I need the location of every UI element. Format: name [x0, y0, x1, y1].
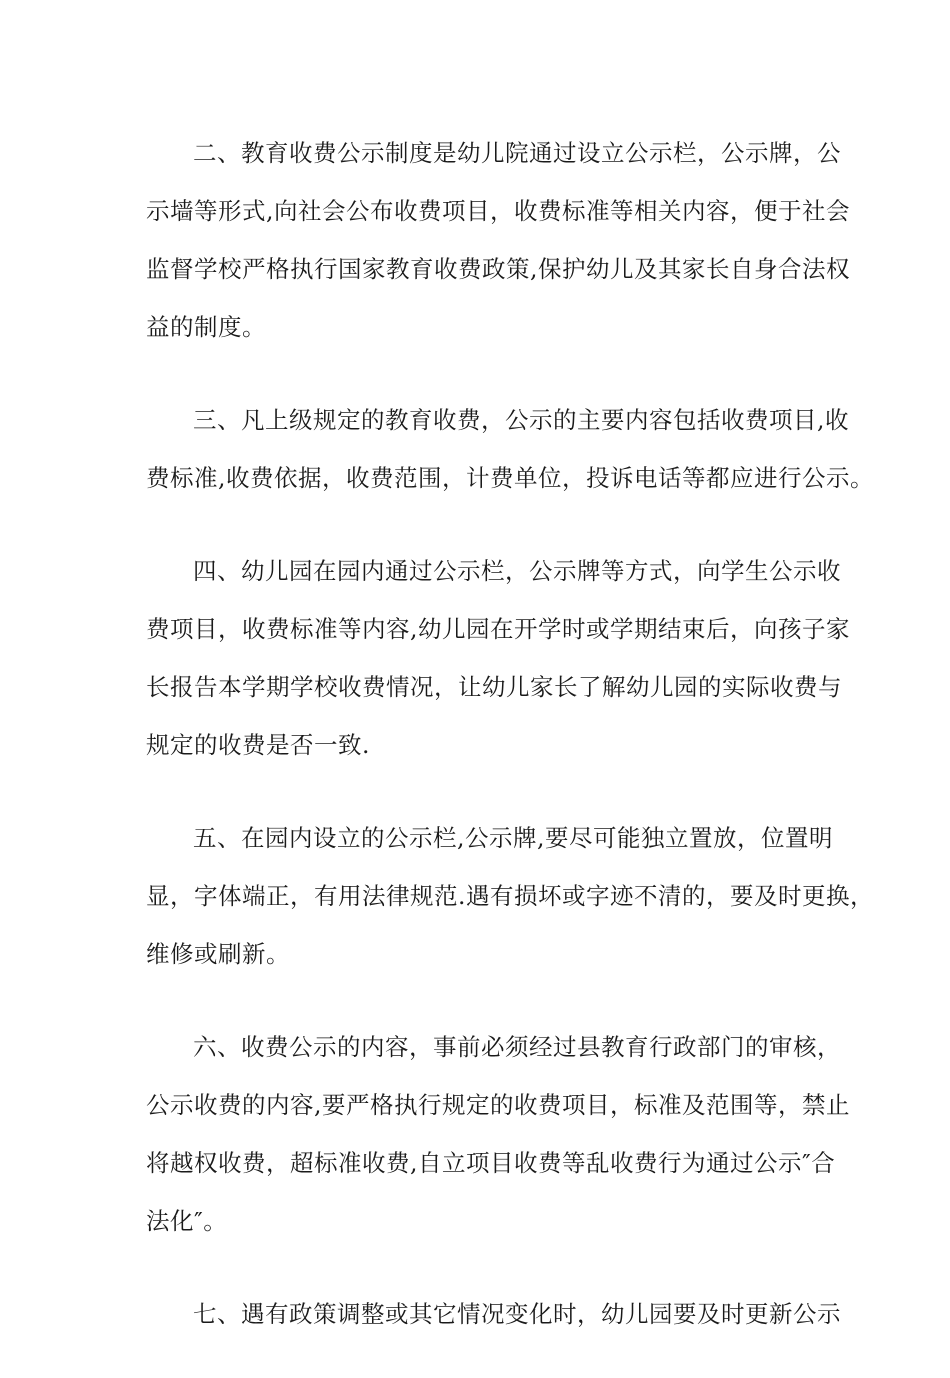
paragraph-4 [146, 542, 850, 774]
text-line: 四、幼儿园在园内通过公示栏，公示牌等方式，向学生公示收 [193, 557, 841, 585]
text-line: 益的制度。 [146, 313, 266, 341]
text-line: 五、在园内设立的公示栏,公示牌,要尽可能独立置放，位置明 [193, 824, 833, 852]
text-line: 公示收费的内容,要严格执行规定的收费项目，标准及范围等，禁止 [146, 1091, 850, 1119]
text-line: 监督学校严格执行国家教育收费政策,保护幼儿及其家长自身合法权 [146, 255, 850, 283]
text-line: 七、遇有政策调整或其它情况变化时，幼儿园要及时更新公示 [193, 1300, 841, 1328]
text-line: 二、教育收费公示制度是幼儿院通过设立公示栏，公示牌，公 [193, 139, 841, 167]
text-line: 显，字体端正，有用法律规范.遇有损坏或字迹不清的，要及时更换， [146, 882, 874, 910]
text-line: 费项目，收费标准等内容,幼儿园在开学时或学期结束后，向孩子家 [146, 615, 850, 643]
text-line: 长报告本学期学校收费情况，让幼儿家长了解幼儿园的实际收费与 [146, 673, 842, 701]
paragraph-7 [146, 1285, 841, 1343]
text-line: 维修或刷新。 [146, 940, 290, 968]
document-body [146, 124, 874, 1378]
text-line: 规定的收费是否一致. [146, 731, 370, 759]
text-line: 法化″。 [146, 1207, 228, 1235]
text-line: 将越权收费，超标准收费,自立项目收费等乱收费行为通过公示″合 [146, 1149, 836, 1177]
text-line: 三、凡上级规定的教育收费，公示的主要内容包括收费项目,收 [193, 406, 849, 434]
text-line: 六、收费公示的内容，事前必须经过县教育行政部门的审核， [193, 1033, 841, 1061]
paragraph-2 [146, 124, 850, 356]
paragraph-6 [146, 1018, 850, 1250]
paragraph-5 [146, 809, 874, 983]
text-line: 费标准,收费依据，收费范围，计费单位，投诉电话等都应进行公示。 [146, 464, 874, 492]
paragraph-3 [146, 391, 874, 507]
text-line: 示墙等形式,向社会公布收费项目，收费标准等相关内容，便于社会 [146, 197, 850, 225]
